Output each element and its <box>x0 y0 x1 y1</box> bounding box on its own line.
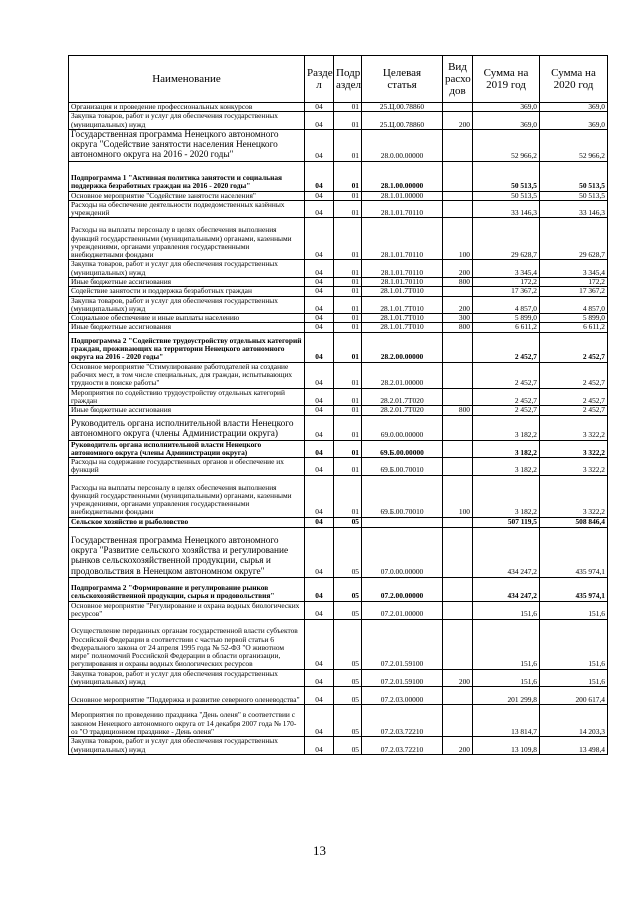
row-name-cell: Руководитель органа исполнительной власти Ненецкого автономного округа (члены Администрации округа) <box>69 415 305 440</box>
row-expense-type-cell <box>443 527 473 577</box>
table-row <box>69 415 608 440</box>
row-section-cell: 04 <box>305 296 334 314</box>
row-sum-2019-cell: 13 109,8 <box>473 737 540 755</box>
row-sum-2020-cell: 172,2 <box>540 277 608 286</box>
table-row <box>69 737 608 755</box>
row-section-cell: 04 <box>305 415 334 440</box>
row-subsection-cell: 05 <box>334 517 362 527</box>
row-expense-type-cell <box>443 200 473 218</box>
row-section-cell: 04 <box>305 687 334 705</box>
row-section-cell: 04 <box>305 323 334 332</box>
row-sum-2020-cell: 2 452,7 <box>540 362 608 388</box>
table-row <box>69 601 608 619</box>
row-sum-2019-cell: 2 452,7 <box>473 332 540 362</box>
row-sum-2020-cell: 33 146,3 <box>540 200 608 218</box>
row-expense-type-cell: 200 <box>443 737 473 755</box>
table-row <box>69 362 608 388</box>
row-section-cell: 04 <box>305 619 334 669</box>
row-sum-2020-cell: 151,6 <box>540 669 608 687</box>
row-sum-2020-cell: 3 345,4 <box>540 260 608 278</box>
row-name-cell: Иные бюджетные ассигнования <box>69 406 305 415</box>
row-subsection-cell: 01 <box>334 191 362 200</box>
row-section-cell: 04 <box>305 388 334 406</box>
row-expense-type-cell <box>443 517 473 527</box>
row-name-cell: Мероприятия по проведению праздника "День оленя" в соответствии с законом Ненецкого автономного округа от 14 декабря 2007 года № 170-оз "О традиционном празднике - День оленя" <box>69 705 305 737</box>
table-row <box>69 287 608 296</box>
row-sum-2019-cell: 434 247,2 <box>473 577 540 601</box>
row-target-cell: 69.0.00.00000 <box>362 415 443 440</box>
row-section-cell: 04 <box>305 277 334 286</box>
row-subsection-cell: 01 <box>334 260 362 278</box>
row-target-cell: 28.2.01.7Т020 <box>362 388 443 406</box>
row-target-cell: 69.Б.00.70010 <box>362 458 443 476</box>
row-section-cell: 04 <box>305 287 334 296</box>
row-target-cell: 07.0.00.00000 <box>362 527 443 577</box>
row-subsection-cell: 01 <box>334 112 362 130</box>
row-section-cell: 04 <box>305 129 334 161</box>
row-expense-type-cell: 800 <box>443 406 473 415</box>
row-subsection-cell: 01 <box>334 218 362 260</box>
row-target-cell: 28.2.01.7Т020 <box>362 406 443 415</box>
row-sum-2020-cell: 2 452,7 <box>540 332 608 362</box>
row-subsection-cell: 01 <box>334 475 362 517</box>
row-expense-type-cell: 100 <box>443 475 473 517</box>
row-subsection-cell: 05 <box>334 577 362 601</box>
row-subsection-cell: 01 <box>334 277 362 286</box>
row-expense-type-cell: 800 <box>443 323 473 332</box>
row-sum-2019-cell: 33 146,3 <box>473 200 540 218</box>
row-target-cell: 28.1.00.00000 <box>362 161 443 191</box>
row-sum-2020-cell: 2 452,7 <box>540 406 608 415</box>
row-target-cell: 25.Ц.00.78860 <box>362 103 443 112</box>
row-name-cell: Социальное обеспечение и иные выплаты населению <box>69 314 305 323</box>
row-sum-2020-cell: 29 628,7 <box>540 218 608 260</box>
row-name-cell: Государственная программа Ненецкого автономного округа "Развитие сельского хозяйства и регулирование рынков сельскохозяйственной продукции, сырья и продовольствия в Ненецком автономном округе" <box>69 527 305 577</box>
row-target-cell: 28.2.00.00000 <box>362 332 443 362</box>
row-subsection-cell: 05 <box>334 601 362 619</box>
table-row <box>69 669 608 687</box>
row-target-cell <box>362 517 443 527</box>
row-expense-type-cell <box>443 191 473 200</box>
row-sum-2020-cell: 5 899,0 <box>540 314 608 323</box>
row-sum-2019-cell: 17 367,2 <box>473 287 540 296</box>
row-section-cell: 04 <box>305 406 334 415</box>
row-name-cell: Расходы на выплаты персоналу в целях обеспечения выполнения функций государственными (муниципальными) органами, казенными учреждениями, органами управления государственными внебюджетными фондами <box>69 475 305 517</box>
row-sum-2020-cell: 50 513,5 <box>540 191 608 200</box>
row-section-cell: 04 <box>305 314 334 323</box>
row-section-cell: 04 <box>305 601 334 619</box>
row-section-cell: 04 <box>305 103 334 112</box>
row-name-cell: Закупка товаров, работ и услуг для обеспечения государственных (муниципальных) нужд <box>69 112 305 130</box>
row-target-cell: 28.1.01.70110 <box>362 277 443 286</box>
header-section: Разде л <box>305 56 334 103</box>
row-subsection-cell: 01 <box>334 296 362 314</box>
table-row <box>69 388 608 406</box>
row-name-cell: Государственная программа Ненецкого автономного округа "Содействие занятости населения Ненецкого автономного округа на 2016 - 2020 годы" <box>69 129 305 161</box>
row-sum-2019-cell: 434 247,2 <box>473 527 540 577</box>
row-expense-type-cell: 200 <box>443 669 473 687</box>
row-target-cell: 69.Б.00.70010 <box>362 475 443 517</box>
row-sum-2019-cell: 50 513,5 <box>473 161 540 191</box>
row-expense-type-cell <box>443 687 473 705</box>
row-target-cell: 28.1.01.70110 <box>362 260 443 278</box>
row-sum-2020-cell: 3 322,2 <box>540 458 608 476</box>
table-row <box>69 260 608 278</box>
row-target-cell: 07.2.01.59100 <box>362 619 443 669</box>
header-expense-type: Вид расхо дов <box>443 56 473 103</box>
row-sum-2019-cell: 3 182,2 <box>473 475 540 517</box>
row-target-cell: 28.1.01.70110 <box>362 218 443 260</box>
row-sum-2020-cell: 435 974,1 <box>540 577 608 601</box>
row-subsection-cell: 01 <box>334 406 362 415</box>
row-target-cell: 69.Б.00.00000 <box>362 440 443 458</box>
row-name-cell: Подпрограмма 1 "Активная политика занятости и социальная поддержка безработных граждан на 2016 - 2020 годы" <box>69 161 305 191</box>
page-number: 13 <box>313 843 326 858</box>
row-subsection-cell: 01 <box>334 323 362 332</box>
row-expense-type-cell: 200 <box>443 112 473 130</box>
row-subsection-cell: 01 <box>334 129 362 161</box>
table-row <box>69 161 608 191</box>
row-sum-2020-cell: 2 452,7 <box>540 388 608 406</box>
row-sum-2019-cell: 3 345,4 <box>473 260 540 278</box>
header-name: Наименование <box>69 56 305 103</box>
row-sum-2019-cell: 52 966,2 <box>473 129 540 161</box>
row-subsection-cell: 01 <box>334 161 362 191</box>
header-sum-2020: Сумма на 2020 год <box>540 56 608 103</box>
row-section-cell: 04 <box>305 112 334 130</box>
row-subsection-cell: 05 <box>334 687 362 705</box>
row-expense-type-cell <box>443 577 473 601</box>
row-sum-2019-cell: 2 452,7 <box>473 406 540 415</box>
row-expense-type-cell <box>443 388 473 406</box>
row-expense-type-cell <box>443 705 473 737</box>
table-row <box>69 440 608 458</box>
table-row <box>69 296 608 314</box>
row-subsection-cell: 01 <box>334 440 362 458</box>
row-sum-2020-cell: 6 611,2 <box>540 323 608 332</box>
row-subsection-cell: 05 <box>334 527 362 577</box>
row-subsection-cell: 01 <box>334 388 362 406</box>
row-expense-type-cell: 800 <box>443 277 473 286</box>
row-target-cell: 25.Ц.00.78860 <box>362 112 443 130</box>
row-subsection-cell: 01 <box>334 415 362 440</box>
row-sum-2020-cell: 3 322,2 <box>540 440 608 458</box>
row-sum-2020-cell: 17 367,2 <box>540 287 608 296</box>
row-sum-2019-cell: 151,6 <box>473 601 540 619</box>
table-row <box>69 458 608 476</box>
table-row <box>69 475 608 517</box>
row-sum-2019-cell: 5 899,0 <box>473 314 540 323</box>
row-section-cell: 04 <box>305 200 334 218</box>
row-expense-type-cell <box>443 619 473 669</box>
row-sum-2019-cell: 172,2 <box>473 277 540 286</box>
row-sum-2019-cell: 151,6 <box>473 619 540 669</box>
row-expense-type-cell <box>443 440 473 458</box>
row-sum-2019-cell: 201 299,8 <box>473 687 540 705</box>
row-sum-2019-cell: 3 182,2 <box>473 458 540 476</box>
table-row <box>69 577 608 601</box>
row-sum-2019-cell: 50 513,5 <box>473 191 540 200</box>
row-target-cell: 28.1.01.7Т010 <box>362 323 443 332</box>
row-target-cell: 07.2.01.59100 <box>362 669 443 687</box>
row-target-cell: 07.2.03.72210 <box>362 737 443 755</box>
row-sum-2019-cell: 6 611,2 <box>473 323 540 332</box>
table-row <box>69 527 608 577</box>
row-sum-2020-cell: 3 322,2 <box>540 475 608 517</box>
row-section-cell: 04 <box>305 191 334 200</box>
row-target-cell: 07.2.00.00000 <box>362 577 443 601</box>
header-sum-2019: Сумма на 2019 год <box>473 56 540 103</box>
row-sum-2019-cell: 369,0 <box>473 112 540 130</box>
row-target-cell: 28.1.01.7Т010 <box>362 314 443 323</box>
row-name-cell: Мероприятия по содействию трудоустройству отдельных категорий граждан <box>69 388 305 406</box>
row-sum-2019-cell: 369,0 <box>473 103 540 112</box>
row-expense-type-cell <box>443 415 473 440</box>
row-name-cell: Закупка товаров, работ и услуг для обеспечения государственных (муниципальных) нужд <box>69 737 305 755</box>
table-row <box>69 406 608 415</box>
row-section-cell: 04 <box>305 218 334 260</box>
table-row <box>69 112 608 130</box>
row-section-cell: 04 <box>305 517 334 527</box>
row-target-cell: 28.2.01.00000 <box>362 362 443 388</box>
row-target-cell: 28.1.01.7Т010 <box>362 287 443 296</box>
row-section-cell: 04 <box>305 260 334 278</box>
row-sum-2020-cell: 4 857,0 <box>540 296 608 314</box>
row-expense-type-cell: 200 <box>443 260 473 278</box>
row-section-cell: 04 <box>305 458 334 476</box>
row-name-cell: Иные бюджетные ассигнования <box>69 323 305 332</box>
row-section-cell: 04 <box>305 705 334 737</box>
row-section-cell: 04 <box>305 362 334 388</box>
row-expense-type-cell <box>443 458 473 476</box>
row-expense-type-cell <box>443 287 473 296</box>
row-section-cell: 04 <box>305 737 334 755</box>
row-sum-2019-cell: 3 182,2 <box>473 440 540 458</box>
row-subsection-cell: 05 <box>334 669 362 687</box>
row-subsection-cell: 05 <box>334 619 362 669</box>
row-subsection-cell: 01 <box>334 287 362 296</box>
table-row <box>69 332 608 362</box>
row-sum-2019-cell: 151,6 <box>473 669 540 687</box>
table-row <box>69 687 608 705</box>
header-target-article: Целевая статья <box>362 56 443 103</box>
row-name-cell: Основное мероприятие "Регулирование и охрана водных биологических ресурсов" <box>69 601 305 619</box>
row-sum-2020-cell: 508 846,4 <box>540 517 608 527</box>
row-expense-type-cell: 200 <box>443 296 473 314</box>
row-sum-2020-cell: 200 617,4 <box>540 687 608 705</box>
table-row <box>69 200 608 218</box>
table-row <box>69 129 608 161</box>
row-subsection-cell: 01 <box>334 362 362 388</box>
row-section-cell: 04 <box>305 475 334 517</box>
row-name-cell: Закупка товаров, работ и услуг для обеспечения государственных (муниципальных) нужд <box>69 296 305 314</box>
row-section-cell: 04 <box>305 669 334 687</box>
row-sum-2019-cell: 29 628,7 <box>473 218 540 260</box>
table-row <box>69 191 608 200</box>
row-target-cell: 07.2.01.00000 <box>362 601 443 619</box>
row-name-cell: Сельское хозяйство и рыболовство <box>69 517 305 527</box>
row-sum-2019-cell: 13 814,7 <box>473 705 540 737</box>
row-expense-type-cell <box>443 332 473 362</box>
row-sum-2020-cell: 14 203,3 <box>540 705 608 737</box>
row-sum-2019-cell: 3 182,2 <box>473 415 540 440</box>
row-target-cell: 28.0.00.00000 <box>362 129 443 161</box>
row-name-cell: Закупка товаров, работ и услуг для обеспечения государственных (муниципальных) нужд <box>69 669 305 687</box>
row-expense-type-cell <box>443 362 473 388</box>
table-row <box>69 619 608 669</box>
row-sum-2020-cell: 369,0 <box>540 112 608 130</box>
row-subsection-cell: 01 <box>334 458 362 476</box>
row-name-cell: Иные бюджетные ассигнования <box>69 277 305 286</box>
row-expense-type-cell: 300 <box>443 314 473 323</box>
row-name-cell: Основное мероприятие "Стимулирование работодателей на создание рабочих мест, в том числе специальных, для граждан, испытывающих трудности в поиске работы" <box>69 362 305 388</box>
row-name-cell: Осуществление переданных органам государственной власти субъектов Российской Федерации в соответствии с частью первой статьи 6 Федерального закона от 24 апреля 1995 года № 52-ФЗ "О животном мире" полномочий Российской Федерации в области организации, регулирования и охраны водных биологических ресурсов <box>69 619 305 669</box>
row-expense-type-cell <box>443 601 473 619</box>
table-row <box>69 218 608 260</box>
row-subsection-cell: 01 <box>334 314 362 323</box>
table-row <box>69 705 608 737</box>
budget-table-container <box>68 55 607 755</box>
table-header-row <box>69 56 608 103</box>
row-expense-type-cell <box>443 161 473 191</box>
row-section-cell: 04 <box>305 161 334 191</box>
table-body <box>69 103 608 755</box>
row-sum-2020-cell: 369,0 <box>540 103 608 112</box>
row-target-cell: 07.2.03.00000 <box>362 687 443 705</box>
table-row <box>69 323 608 332</box>
row-sum-2019-cell: 507 119,5 <box>473 517 540 527</box>
row-subsection-cell: 01 <box>334 332 362 362</box>
row-name-cell: Подпрограмма 2 "Содействие трудоустройству отдельных категорий граждан, проживающих на территории Ненецкого автономного округа на 2016 - 2020 годы" <box>69 332 305 362</box>
row-expense-type-cell <box>443 129 473 161</box>
row-section-cell: 04 <box>305 332 334 362</box>
row-sum-2019-cell: 2 452,7 <box>473 362 540 388</box>
row-sum-2020-cell: 435 974,1 <box>540 527 608 577</box>
row-section-cell: 04 <box>305 577 334 601</box>
row-sum-2020-cell: 52 966,2 <box>540 129 608 161</box>
row-subsection-cell: 05 <box>334 705 362 737</box>
row-name-cell: Расходы на выплаты персоналу в целях обеспечения выполнения функций государственными (муниципальными) органами, казенными учреждениями, органами управления государственными внебюджетными фондами <box>69 218 305 260</box>
row-subsection-cell: 01 <box>334 200 362 218</box>
row-name-cell: Основное мероприятие "Поддержка и развитие северного оленеводства" <box>69 687 305 705</box>
row-expense-type-cell <box>443 103 473 112</box>
row-name-cell: Содействие занятости и поддержка безработных граждан <box>69 287 305 296</box>
row-sum-2020-cell: 13 498,4 <box>540 737 608 755</box>
budget-table <box>68 55 608 755</box>
row-section-cell: 04 <box>305 527 334 577</box>
row-target-cell: 28.1.01.00000 <box>362 191 443 200</box>
row-section-cell: 04 <box>305 440 334 458</box>
row-sum-2020-cell: 50 513,5 <box>540 161 608 191</box>
row-name-cell: Организация и проведение профессиональных конкурсов <box>69 103 305 112</box>
row-name-cell: Расходы на содержание государственных органов и обеспечение их функций <box>69 458 305 476</box>
header-subsection: Подр аздел <box>334 56 362 103</box>
row-sum-2020-cell: 151,6 <box>540 601 608 619</box>
row-target-cell: 07.2.03.72210 <box>362 705 443 737</box>
row-name-cell: Основное мероприятие "Содействие занятости населения" <box>69 191 305 200</box>
row-target-cell: 28.1.01.70110 <box>362 200 443 218</box>
row-subsection-cell: 05 <box>334 737 362 755</box>
row-name-cell: Руководитель органа исполнительной власти Ненецкого автономного округа (члены Администрации округа) <box>69 440 305 458</box>
row-name-cell: Подпрограмма 2 "Формирование и регулирование рынков сельскохозяйственной продукции, сырья и продовольствия" <box>69 577 305 601</box>
row-target-cell: 28.1.01.7Т010 <box>362 296 443 314</box>
table-row <box>69 517 608 527</box>
row-expense-type-cell: 100 <box>443 218 473 260</box>
row-subsection-cell: 01 <box>334 103 362 112</box>
row-sum-2020-cell: 3 322,2 <box>540 415 608 440</box>
row-sum-2019-cell: 2 452,7 <box>473 388 540 406</box>
row-name-cell: Закупка товаров, работ и услуг для обеспечения государственных (муниципальных) нужд <box>69 260 305 278</box>
row-sum-2019-cell: 4 857,0 <box>473 296 540 314</box>
row-name-cell: Расходы на обеспечение деятельности подведомственных казённых учреждений <box>69 200 305 218</box>
row-sum-2020-cell: 151,6 <box>540 619 608 669</box>
